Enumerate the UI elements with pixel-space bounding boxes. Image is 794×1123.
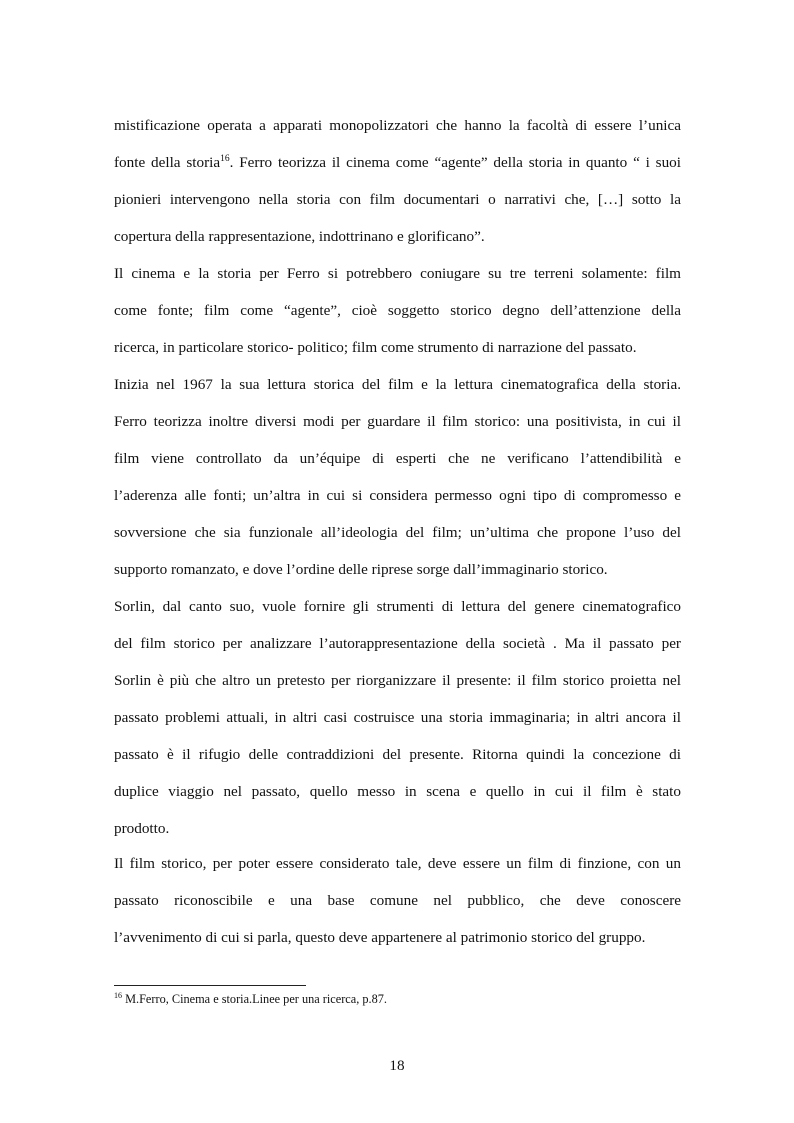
body-line: del film storico per analizzare l’autorappresentazione della società . Ma il passato per: [114, 635, 681, 652]
footnote-reference[interactable]: 16: [220, 153, 230, 164]
body-line: passato riconoscibile e una base comune nel pubblico, che deve conoscere: [114, 892, 681, 909]
body-line: ricerca, in particolare storico- politico; film come strumento di narrazione del passato.: [114, 339, 637, 356]
body-line: Sorlin è più che altro un pretesto per riorganizzare il presente: il film storico proietta nel: [114, 672, 681, 689]
body-line: l’aderenza alle fonti; un’altra in cui si considera permesso ogni tipo di compromesso e: [114, 487, 681, 504]
body-line: passato problemi attuali, in altri casi costruisce una storia immaginaria; in altri ancora il: [114, 709, 681, 726]
body-line: prodotto.: [114, 820, 170, 837]
body-line: mistificazione operata a apparati monopolizzatori che hanno la facoltà di essere l’unica: [114, 117, 681, 134]
body-line: passato è il rifugio delle contraddizioni del presente. Ritorna quindi la concezione di: [114, 746, 681, 763]
footnote-text: M.Ferro, Cinema e storia.Linee per una ricerca, p.87.: [122, 992, 387, 1006]
body-line: film viene controllato da un’équipe di esperti che ne verificano l’attendibilità e: [114, 450, 681, 467]
body-line: supporto romanzato, e dove l’ordine delle riprese sorge dall’immaginario storico.: [114, 561, 608, 578]
body-line-part: fonte della storia: [114, 154, 221, 171]
body-line: Ferro teorizza inoltre diversi modi per guardare il film storico: una positivista, in cui il: [114, 413, 681, 430]
body-line: sovversione che sia funzionale all’ideologia del film; un’ultima che propone l’uso del: [114, 524, 681, 541]
footnote-marker: 16: [114, 990, 122, 1000]
body-line: Il cinema e la storia per Ferro si potrebbero coniugare su tre terreni solamente: film: [114, 265, 681, 282]
body-line: Sorlin, dal canto suo, vuole fornire gli strumenti di lettura del genere cinematografico: [114, 598, 681, 615]
page-number: 18: [389, 1057, 405, 1074]
body-line: Il film storico, per poter essere considerato tale, deve essere un film di finzione, con un: [114, 855, 681, 872]
footnote: [114, 991, 387, 1007]
body-line: Inizia nel 1967 la sua lettura storica del film e la lettura cinematografica della storia.: [114, 376, 681, 393]
footnote-divider: [114, 985, 306, 986]
body-line: [114, 153, 681, 173]
body-line: duplice viaggio nel passato, quello messo in scena e quello in cui il film è stato: [114, 783, 681, 800]
body-line-part: . Ferro teorizza il cinema come “agente” della storia in quanto “ i suoi: [229, 154, 681, 171]
body-line: l’avvenimento di cui si parla, questo deve appartenere al patrimonio storico del gruppo.: [114, 929, 646, 946]
body-line: come fonte; film come “agente”, cioè soggetto storico degno dell’attenzione della: [114, 302, 681, 319]
body-line: pionieri intervengono nella storia con film documentari o narrativi che, […] sotto la: [114, 191, 681, 208]
body-line: copertura della rappresentazione, indottrinano e glorificano”.: [114, 228, 485, 245]
